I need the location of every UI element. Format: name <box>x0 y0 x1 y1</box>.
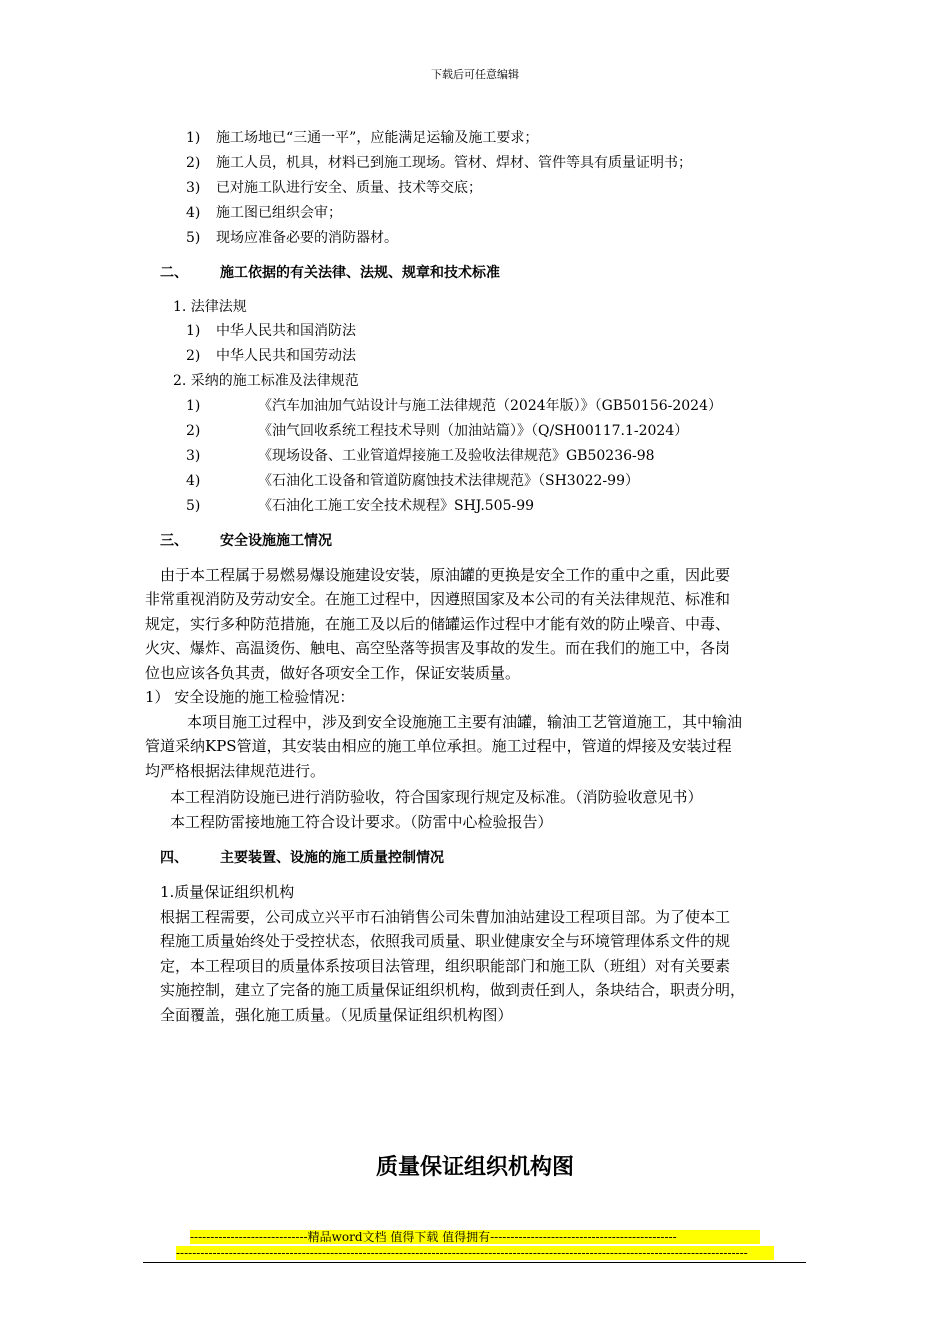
standard-item <box>186 472 639 490</box>
prep-item-text: 施工图已组织会审； <box>216 205 342 221</box>
section-number: 三、 <box>160 533 188 549</box>
org-chart-title: 质量保证组织机构图 <box>375 1154 574 1180</box>
paragraph-line: 位也应该各负其责，做好各项安全工作，保证安装质量。 <box>145 664 521 682</box>
section-heading <box>160 532 332 550</box>
standard-item <box>186 497 534 515</box>
paragraph-line: 全面覆盖，强化施工质量。（见质量保证组织机构图） <box>160 1006 513 1024</box>
page-header: 下载后可任意编辑 <box>431 68 519 81</box>
standard-item-text: 《汽车加油加气站设计与施工法律规范（2024年版）》（GB50156-2024） <box>258 398 722 414</box>
section-number: 四、 <box>160 850 188 866</box>
prep-item-number: 5) <box>186 230 201 246</box>
law-item-text: 中华人民共和国劳动法 <box>216 348 356 364</box>
standard-item-number: 1) <box>186 398 201 414</box>
paragraph-line: 程施工质量始终处于受控状态，依照我司质量、职业健康安全与环境管理体系文件的规 <box>160 932 731 950</box>
section-heading <box>160 264 500 282</box>
law-item-text: 中华人民共和国消防法 <box>216 323 356 339</box>
standard-item <box>186 422 688 440</box>
subsection-heading: 1.质量保证组织机构 <box>160 883 295 901</box>
standard-item-number: 2) <box>186 423 201 439</box>
law-item <box>186 322 356 340</box>
law-item-number: 1) <box>186 323 201 339</box>
paragraph-line: 由于本工程属于易燃易爆设施建设安装，原油罐的更换是安全工作的重中之重，因此要 <box>160 566 731 584</box>
paragraph-line: 根据工程需要，公司成立兴平市石油销售公司朱曹加油站建设工程项目部。为了使本工 <box>160 908 731 926</box>
paragraph-line: 本项目施工过程中，涉及到安全设施施工主要有油罐，输油工艺管道施工，其中输油 <box>187 713 743 731</box>
prep-item <box>186 129 538 147</box>
prep-item-number: 2) <box>186 155 201 171</box>
subsection-heading: 1. 法律法规 <box>173 299 247 315</box>
prep-item <box>186 229 398 247</box>
prep-item-text: 现场应准备必要的消防器材。 <box>216 230 398 246</box>
prep-item-text: 施工人员，机具，材料已到施工现场。管材、焊材、管件等具有质量证明书； <box>216 155 692 171</box>
section-title: 安全设施施工情况 <box>220 533 332 549</box>
law-item <box>186 347 356 365</box>
prep-item-number: 1) <box>186 130 201 146</box>
standard-item-text: 《现场设备、工业管道焊接施工及验收法律规范》GB50236-98 <box>258 448 655 464</box>
footer-banner-dashes: --------------------------------------------------------------------------------------------------------------------------------------------- <box>176 1246 774 1260</box>
standard-item <box>186 447 655 465</box>
section-title: 施工依据的有关法律、法规、规章和技术标准 <box>220 265 500 281</box>
law-item-number: 2) <box>186 348 201 364</box>
paragraph-line: 定，本工程项目的质量体系按项目法管理，组织职能部门和施工队（班组）对有关要素 <box>160 957 731 975</box>
section-number: 二、 <box>160 265 188 281</box>
prep-item <box>186 204 342 222</box>
prep-item <box>186 179 482 197</box>
subsection-heading: 2. 采纳的施工标准及法律规范 <box>173 373 359 389</box>
paragraph-line: 非常重视消防及劳动安全。在施工过程中，因遵照国家及本公司的有关法律规范、标准和 <box>145 590 731 608</box>
standard-item-text: 《石油化工施工安全技术规程》SHJ.505-99 <box>258 498 535 514</box>
paragraph-line: 管道采纳KPS管道，其安装由相应的施工单位承担。施工过程中，管道的焊接及安装过程 <box>145 737 732 755</box>
footer-divider <box>143 1262 806 1263</box>
standard-item-number: 4) <box>186 473 201 489</box>
standard-item-number: 3) <box>186 448 201 464</box>
section-heading <box>160 849 444 867</box>
standard-item-text: 《石油化工设备和管道防腐蚀技术法律规范》（SH3022-99） <box>258 473 639 489</box>
prep-item-text: 已对施工队进行安全、质量、技术等交底； <box>216 180 482 196</box>
paragraph-line: 规定，实行多种防范措施，在施工及以后的储罐运作过程中才能有效的防止噪音、中毒、 <box>145 615 731 633</box>
footer-banner-line: -----------------------------精品word文档 值得下载 值得拥有---------------------------------------------- <box>190 1230 760 1244</box>
prep-item-text: 施工场地已“三通一平”，应能满足运输及施工要求； <box>216 130 539 146</box>
paragraph-line: 均严格根据法律规范进行。 <box>145 762 326 780</box>
paragraph-line: 火灾、爆炸、高温烫伤、触电、高空坠落等损害及事故的发生。而在我们的施工中，各岗 <box>145 639 731 657</box>
prep-item-number: 3) <box>186 180 201 196</box>
standard-item <box>186 397 722 415</box>
paragraph-line: 实施控制，建立了完备的施工质量保证组织机构，做到责任到人，条块结合，职责分明， <box>160 981 746 999</box>
prep-item-number: 4) <box>186 205 201 221</box>
prep-item <box>186 154 692 172</box>
list-item: 1） 安全设施的施工检验情况： <box>145 688 355 706</box>
paragraph-line: 本工程防雷接地施工符合设计要求。（防雷中心检验报告） <box>170 813 553 831</box>
section-title: 主要装置、设施的施工质量控制情况 <box>220 850 444 866</box>
standard-item-text: 《油气回收系统工程技术导则（加油站篇）》（Q/SH00117.1-2024） <box>258 423 689 439</box>
paragraph-line: 本工程消防设施已进行消防验收，符合国家现行规定及标准。（消防验收意见书） <box>170 788 703 806</box>
standard-item-number: 5) <box>186 498 201 514</box>
